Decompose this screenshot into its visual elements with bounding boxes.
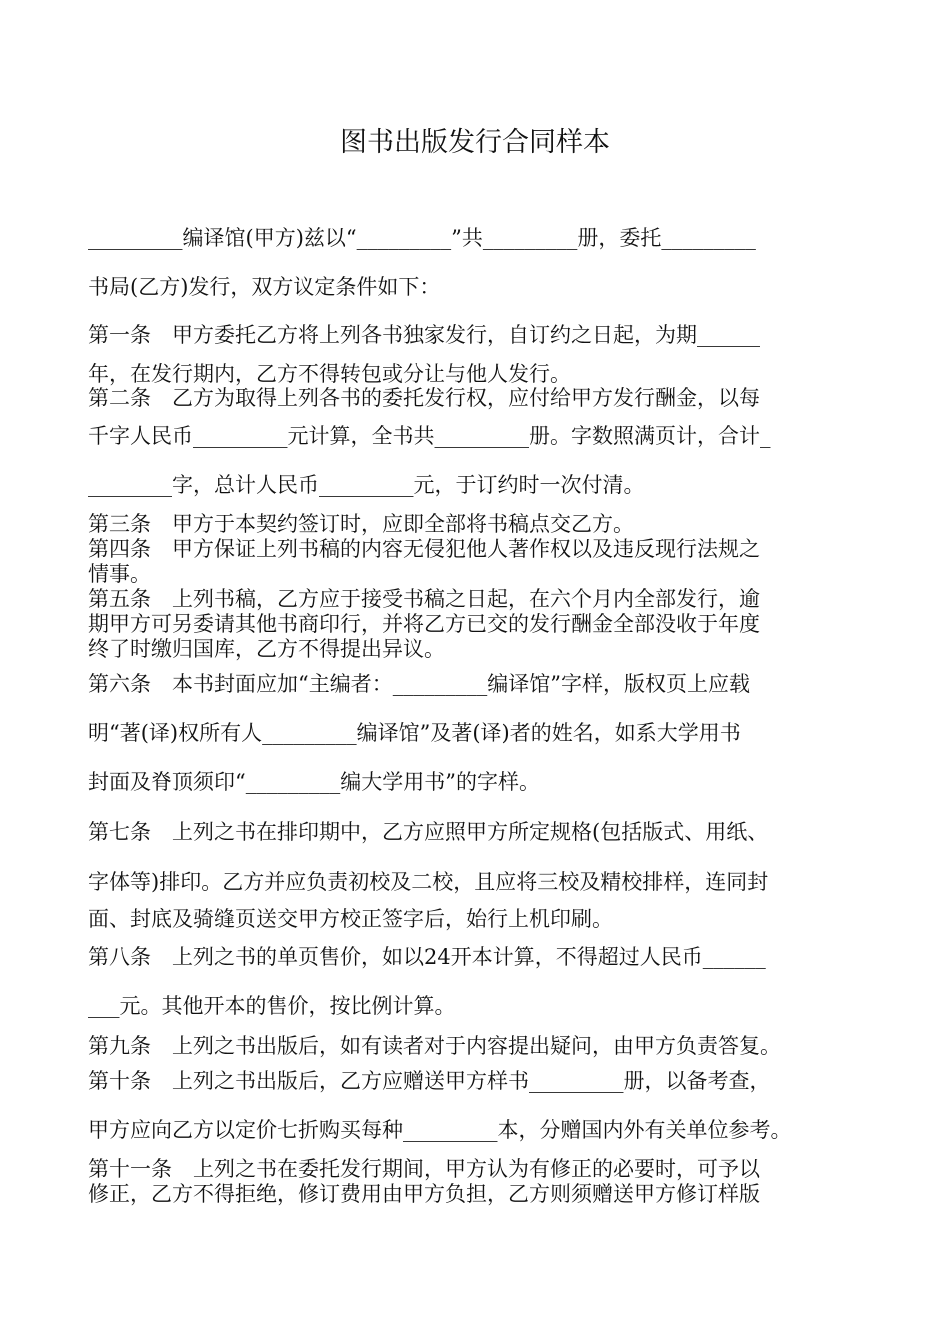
text-line: 第六条 本书封面应加“主编者：_________编译馆”字样，版权页上应载: [88, 672, 750, 696]
text-line: 第四条 甲方保证上列书稿的内容无侵犯他人著作权以及违反现行法规之: [88, 537, 760, 561]
text-line: 第二条 乙方为取得上列各书的委托发行权，应付给甲方发行酬金，以每: [88, 386, 760, 410]
text-line: 期甲方可另委请其他书商印行，并将乙方已交的发行酬金全部没收于年度: [88, 612, 760, 636]
text-line: 第五条 上列书稿，乙方应于接受书稿之日起，在六个月内全部发行，逾: [88, 587, 760, 611]
text-line: 明“著(译)权所有人_________编译馆”及著(译)者的姓名，如系大学用书: [88, 721, 741, 745]
text-line: 面、封底及骑缝页送交甲方校正签字后，始行上机印刷。: [88, 907, 613, 931]
text-line: 年，在发行期内，乙方不得转包或分让与他人发行。: [88, 362, 571, 386]
text-line: _________编译馆(甲方)兹以“_________”共_________册，委托_________: [88, 226, 756, 250]
text-line: 第三条 甲方于本契约签订时，应即全部将书稿点交乙方。: [88, 512, 634, 536]
text-line: 字体等)排印。乙方并应负责初校及二校，且应将三校及精校排样，连同封: [88, 870, 769, 894]
document-title: 图书出版发行合同样本: [340, 127, 610, 158]
text-line: 第九条 上列之书出版后，如有读者对于内容提出疑问，由甲方负责答复。: [88, 1034, 781, 1058]
text-line: 封面及脊顶须印“_________编大学用书”的字样。: [88, 770, 540, 794]
text-line: 情事。: [88, 562, 151, 586]
text-line: 第一条 甲方委托乙方将上列各书独家发行，自订约之日起，为期______: [88, 323, 760, 347]
text-line: 第七条 上列之书在排印期中，乙方应照甲方所定规格(包括版式、用纸、: [88, 820, 769, 844]
text-line: ___元。其他开本的售价，按比例计算。: [88, 994, 456, 1018]
text-line: 第十一条 上列之书在委托发行期间，甲方认为有修正的必要时，可予以: [88, 1157, 760, 1181]
text-line: ________字，总计人民币_________元，于订约时一次付清。: [88, 473, 645, 497]
text-line: 修正，乙方不得拒绝，修订费用由甲方负担，乙方则须赠送甲方修订样版: [88, 1182, 760, 1206]
text-line: 终了时缴归国库，乙方不得提出异议。: [88, 637, 445, 661]
text-line: 第十条 上列之书出版后，乙方应赠送甲方样书_________册，以备考查，: [88, 1069, 771, 1093]
text-line: 千字人民币_________元计算，全书共_________册。字数照满页计，合计_: [88, 424, 771, 448]
text-line: 甲方应向乙方以定价七折购买每种_________本，分赠国内外有关单位参考。: [88, 1118, 792, 1142]
text-line: 书局(乙方)发行，双方议定条件如下：: [88, 275, 441, 299]
text-line: 第八条 上列之书的单页售价，如以24开本计算，不得超过人民币______: [88, 945, 766, 969]
